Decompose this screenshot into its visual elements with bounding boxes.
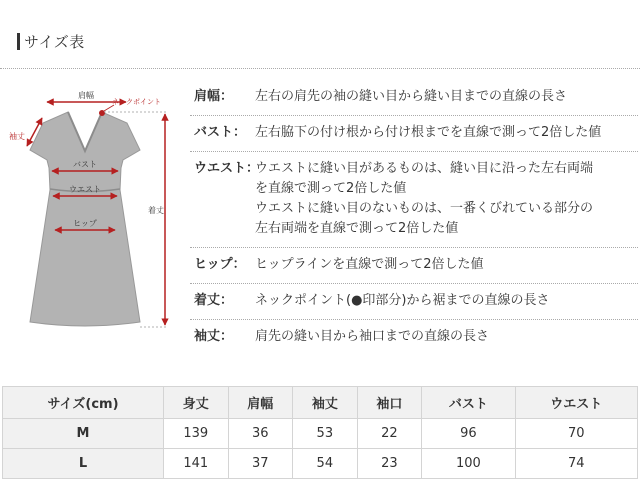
definition-desc: ウエストに縫い目があるものは、縫い目に沿った左右両端 を直線で測って2倍した値 ウエストに縫い目のないものは、一番くびれている部分の 左右両端を直線で測って2倍した値 xyxy=(255,161,594,236)
table-cell: 37 xyxy=(228,449,293,479)
shoulder-width-label: 肩幅 xyxy=(78,91,94,100)
header-body-length: 身丈 xyxy=(164,387,229,419)
header-shoulder: 肩幅 xyxy=(228,387,293,419)
definition-row xyxy=(190,116,638,152)
definition-term: ウエスト： xyxy=(194,161,260,176)
table-cell: 74 xyxy=(515,449,637,479)
table-cell: 23 xyxy=(357,449,422,479)
dress-diagram xyxy=(0,72,190,342)
table-cell: 36 xyxy=(228,419,293,449)
table-cell: 141 xyxy=(164,449,229,479)
table-cell: 96 xyxy=(422,419,515,449)
definition-desc: 肩先の縫い目から袖口までの直線の長さ xyxy=(255,329,490,344)
size-table xyxy=(2,386,638,479)
bust-label: バスト xyxy=(73,160,97,169)
header-bust: バスト xyxy=(422,387,515,419)
definition-term: ヒップ： xyxy=(194,257,246,272)
hip-label: ヒップ xyxy=(73,219,97,228)
neck-point-label: ネックポイント xyxy=(112,98,161,106)
header-size: サイズ(cm) xyxy=(3,387,164,419)
table-cell: 54 xyxy=(293,449,358,479)
definition-term: 着丈： xyxy=(194,293,234,308)
definition-desc: ネックポイント(●印部分)から裾までの直線の長さ xyxy=(255,293,550,308)
definition-row xyxy=(190,284,638,320)
definition-term: バスト： xyxy=(194,125,247,140)
definition-row xyxy=(190,80,638,116)
size-label: M xyxy=(3,419,164,449)
length-label: 着丈 xyxy=(148,206,164,215)
definition-term: 肩幅： xyxy=(194,89,234,104)
definition-desc: ヒップラインを直線で測って2倍した値 xyxy=(255,257,484,272)
definition-row xyxy=(190,248,638,284)
sleeve-length-label: 袖丈 xyxy=(9,132,25,141)
title-divider xyxy=(0,68,640,69)
definition-row xyxy=(190,152,638,248)
definition-desc: 左右脇下の付け根から付け根までを直線で測って2倍した値 xyxy=(255,125,602,140)
table-row xyxy=(3,449,638,479)
definition-desc: 左右の肩先の袖の縫い目から縫い目までの直線の長さ xyxy=(255,89,568,104)
table-row xyxy=(3,419,638,449)
table-cell: 53 xyxy=(293,419,358,449)
definition-term: 袖丈： xyxy=(194,329,234,344)
header-sleeve-length: 袖丈 xyxy=(293,387,358,419)
table-cell: 100 xyxy=(422,449,515,479)
table-cell: 70 xyxy=(515,419,637,449)
title-accent-bar xyxy=(17,33,20,50)
header-cuff: 袖口 xyxy=(357,387,422,419)
header-waist: ウエスト xyxy=(515,387,637,419)
definition-row xyxy=(190,320,638,355)
table-cell: 22 xyxy=(357,419,422,449)
page-title: サイズ表 xyxy=(24,33,85,51)
size-table-header-row xyxy=(3,387,638,419)
table-cell: 139 xyxy=(164,419,229,449)
waist-label: ウエスト xyxy=(69,185,101,194)
measurement-definitions xyxy=(190,80,638,355)
size-label: L xyxy=(3,449,164,479)
